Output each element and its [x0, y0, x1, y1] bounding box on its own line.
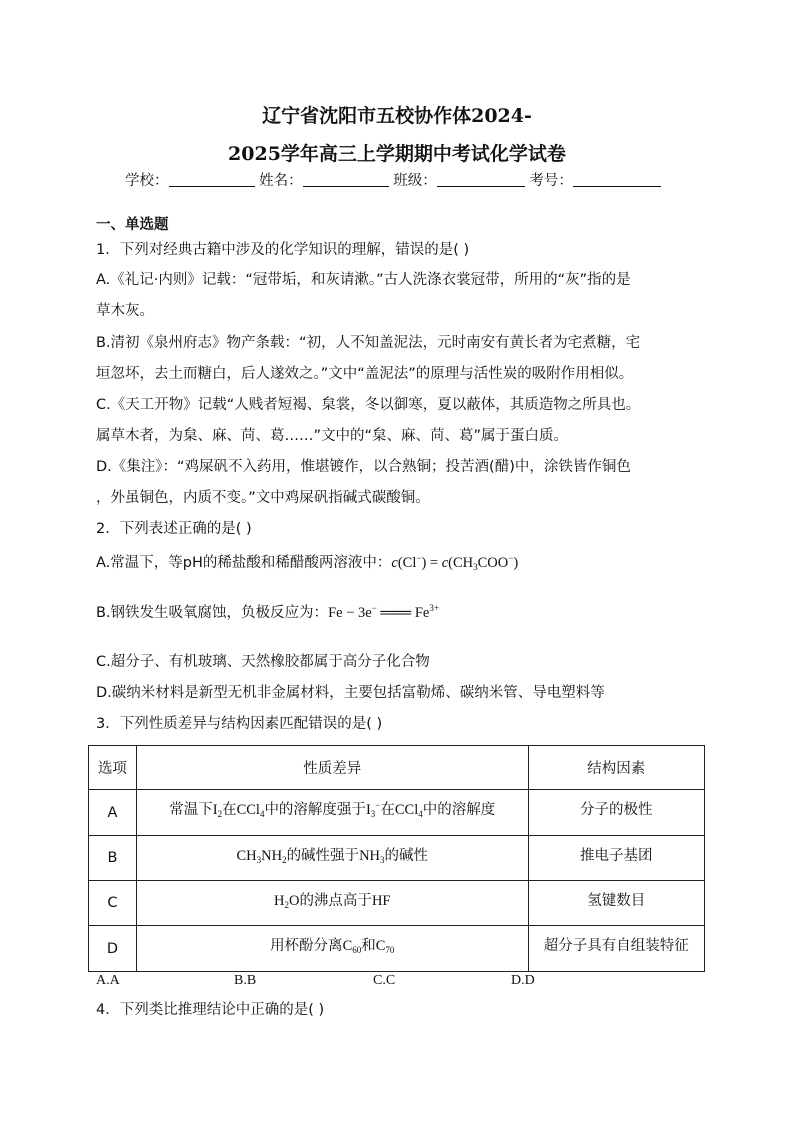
row-property: $CH_3NH_2$的碱性强于$NH_3$的碱性 [136, 836, 528, 881]
table-header-row [89, 746, 705, 790]
q2-option-a-text: A.常温下，等pH的稀盐酸和稀醋酸两溶液中： [96, 555, 392, 571]
name-label: 姓名： [259, 173, 303, 189]
q3-choice-a[interactable]: A.A [96, 973, 120, 988]
q2-option-c: C.超分子、有机玻璃、天然橡胶都属于高分子化合物 [96, 654, 430, 670]
row-option: C [89, 881, 137, 926]
table-row [89, 926, 705, 972]
row-option: B [89, 836, 137, 881]
class-blank[interactable] [437, 172, 525, 187]
row-property: 常温下$I_2$在CCl$_4$中的溶解度强于$I_3^-$在CCl$_4$中的溶解度 [136, 790, 528, 836]
row-option: D [89, 926, 137, 972]
row-property: $H_2O$的沸点高于HF [136, 881, 528, 926]
row-factor: 分子的极性 [528, 790, 704, 836]
header-property: 性质差异 [136, 746, 528, 790]
name-blank[interactable] [303, 172, 389, 187]
q2-option-a [96, 553, 518, 573]
row-property: 用杯酚分离$C_{60}$和$C_{70}$ [136, 926, 528, 972]
header-factor: 结构因素 [528, 746, 704, 790]
q2-option-b-text: B.钢铁发生吸氧腐蚀，负极反应为： [96, 605, 329, 621]
table-row [89, 836, 705, 881]
school-blank[interactable] [169, 172, 255, 187]
q1-option-a-line2: 草木灰。 [96, 303, 154, 319]
exam-title-line1: 辽宁省沈阳市五校协作体2024- [262, 105, 532, 127]
section-heading: 一、单选题 [96, 217, 169, 233]
q3-choice-d[interactable]: D.D [511, 973, 535, 988]
q1-option-d-line1: D.《集注》：“鸡屎矾不入药用，惟堪镀作，以合熟铜；投苦酒(醋)中，涂铁皆作铜色 [96, 459, 631, 475]
student-info-row [125, 171, 661, 191]
q2-stem: 2．下列表述正确的是( ) [96, 521, 252, 537]
q3-choice-b[interactable]: B.B [234, 973, 257, 988]
row-option: A [89, 790, 137, 836]
q3-table [88, 745, 705, 972]
q1-option-b-line1: B.清初《泉州府志》物产条载：“初，人不知盖泥法，元时南安有黄长者为宅煮糖，宅 [96, 335, 641, 351]
row-factor: 超分子具有自组装特征 [528, 926, 704, 972]
q3-choice-c[interactable]: C.C [373, 973, 396, 988]
id-blank[interactable] [573, 172, 661, 187]
q2-option-b-equation: Fe − 3e− ═══ $Fe^{3+}$ [328, 603, 439, 621]
q2-option-a-formula: $c(Cl^-) = c(CH_3COO^-)$ [391, 553, 519, 572]
school-label: 学校： [125, 173, 169, 189]
table-row [89, 881, 705, 926]
q1-option-c-line2: 属草木者，为枲、麻、苘、葛……”文中的“枲、麻、苘、葛”属于蛋白质。 [96, 428, 569, 444]
q3-stem: 3．下列性质差异与结构因素匹配错误的是( ) [96, 716, 383, 732]
q1-option-a-line1: A.《礼记·内则》记载：“冠带垢，和灰请漱。”古人洗涤衣裳冠带，所用的“灰”指的是 [96, 272, 631, 288]
row-factor: 推电子基团 [528, 836, 704, 881]
q1-option-b-line2: 垣忽坏，去土而糖白，后人遂效之。”文中“盖泥法”的原理与活性炭的吸附作用相似。 [96, 366, 634, 382]
table-row [89, 790, 705, 836]
q2-option-b [96, 603, 439, 623]
q2-option-d: D.碳纳米材料是新型无机非金属材料，主要包括富勒烯、碳纳米管、导电塑料等 [96, 685, 605, 701]
row-factor: 氢键数目 [528, 881, 704, 926]
q1-option-c-line1: C.《天工开物》记载“人贱者短褐、枲裳，冬以御寒，夏以蔽体，其质造物之所具也。 [96, 397, 641, 413]
q4-stem: 4．下列类比推理结论中正确的是( ) [96, 1002, 325, 1018]
id-label: 考号： [529, 173, 573, 189]
q1-option-d-line2: ，外虽铜色，内质不变。”文中鸡屎矾指碱式碳酸铜。 [96, 490, 430, 506]
exam-title-line2: 2025学年高三上学期期中考试化学试卷 [228, 143, 566, 165]
q1-stem: 1．下列对经典古籍中涉及的化学知识的理解，错误的是( ) [96, 242, 470, 258]
class-label: 班级： [393, 173, 437, 189]
header-option: 选项 [89, 746, 137, 790]
